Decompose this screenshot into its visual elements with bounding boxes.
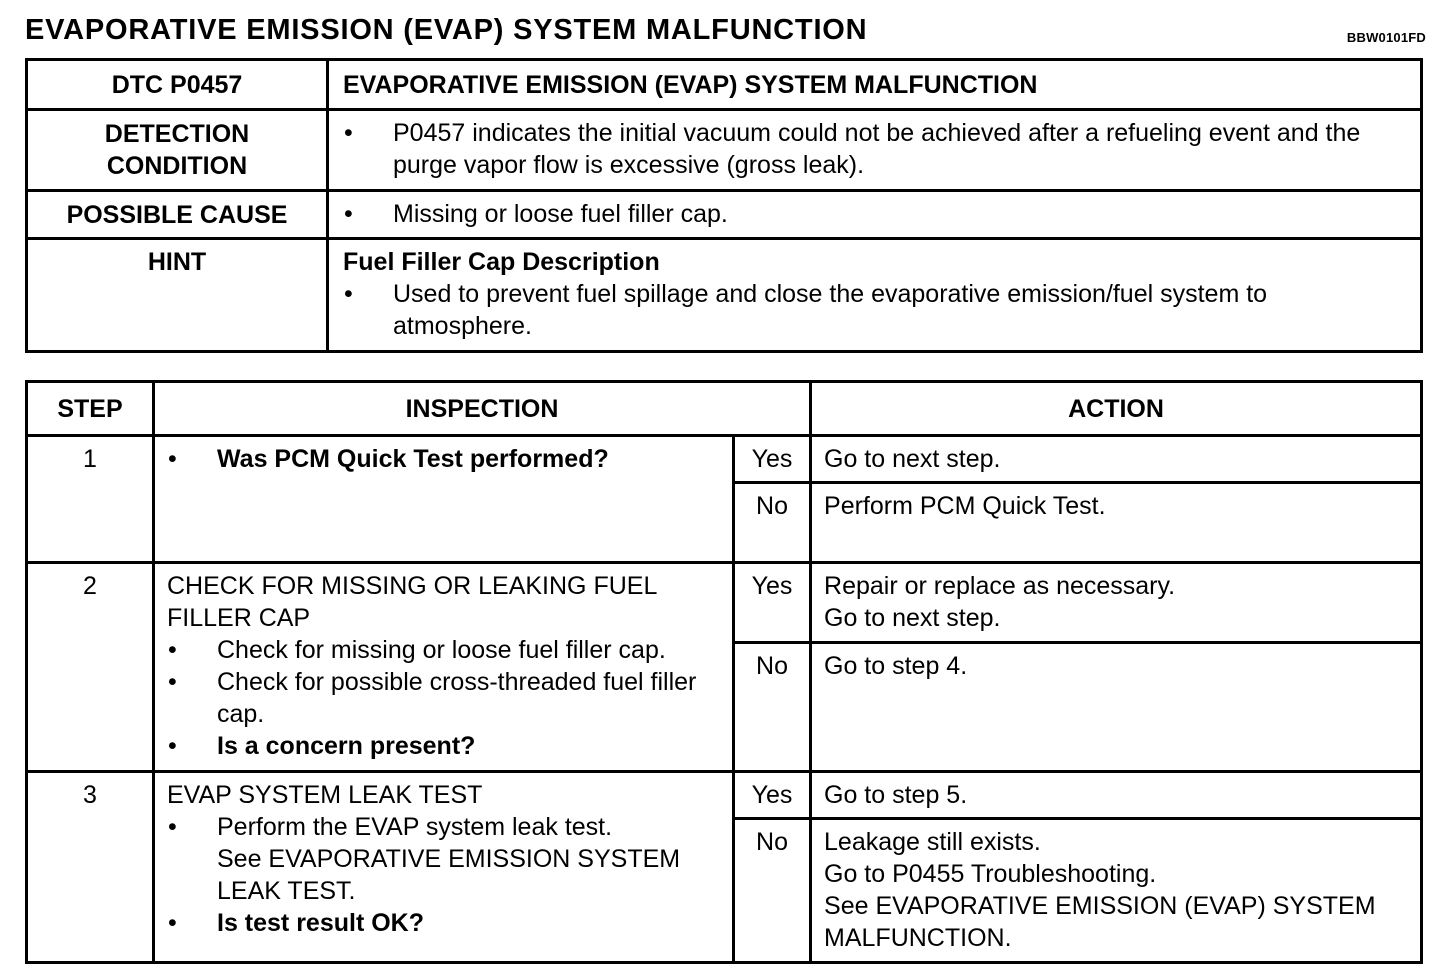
detection-row: [27, 110, 1422, 191]
bullet-item: [343, 117, 1406, 181]
step-2-yes-action-line-2: Go to next step.: [824, 604, 1001, 632]
yes-label: Yes: [734, 436, 811, 483]
step-3-check-line-2: See EVAPORATIVE EMISSION SYSTEM LEAK TEST.: [217, 845, 681, 905]
bullet-item: [167, 666, 720, 730]
bullet-item: [343, 198, 1406, 230]
step-1-inspection: [154, 436, 734, 563]
detection-label-line-1: DETECTION: [104, 120, 250, 148]
step-2-inspection: [154, 563, 734, 772]
step-3-question: Is test result OK?: [217, 909, 424, 937]
step-3-yes-action: Go to step 5.: [811, 772, 1422, 819]
bullet-icon: •: [168, 668, 177, 696]
step-number: 1: [27, 436, 154, 563]
inspection-column-header: INSPECTION: [154, 382, 811, 436]
step-3-no-action-line-2: Go to P0455 Troubleshooting.: [824, 860, 1157, 888]
hint-row: [27, 239, 1422, 352]
page-title: EVAPORATIVE EMISSION (EVAP) SYSTEM MALFUNCTION: [25, 14, 868, 46]
step-1-no-action: Perform PCM Quick Test.: [811, 483, 1422, 563]
yes-label: Yes: [734, 772, 811, 819]
hint-heading: Fuel Filler Cap Description: [343, 248, 660, 276]
step-3-yes-row: [27, 772, 1422, 819]
dtc-label: DTC P0457: [27, 60, 328, 110]
cause-label: POSSIBLE CAUSE: [27, 191, 328, 239]
step-1-question: Was PCM Quick Test performed?: [217, 445, 609, 473]
detection-value: [328, 110, 1422, 191]
step-2-check: Check for missing or loose fuel filler cap.: [217, 636, 666, 664]
step-3-check: [217, 811, 720, 907]
bullet-item: [167, 730, 720, 762]
detection-label: [27, 110, 328, 191]
step-3-inspection: [154, 772, 734, 963]
cause-value: [328, 191, 1422, 239]
bullet-icon: •: [344, 200, 353, 228]
bullet-icon: •: [168, 909, 177, 937]
troubleshooting-steps-table: [25, 380, 1423, 964]
step-3-no-action: [811, 819, 1422, 963]
hint-text: Used to prevent fuel spillage and close the evaporative emission/fuel system to atmosphere.: [393, 280, 1268, 340]
bullet-icon: •: [168, 445, 177, 473]
step-column-header: STEP: [27, 382, 154, 436]
bullet-icon: •: [168, 813, 177, 841]
step-3-no-action-line-3: See EVAPORATIVE EMISSION (EVAP) SYSTEM MALFUNCTION.: [824, 892, 1376, 952]
detection-label-line-2: CONDITION: [106, 152, 248, 180]
step-2-check: Check for possible cross-threaded fuel filler cap.: [217, 668, 697, 728]
step-number: 3: [27, 772, 154, 963]
yes-label: Yes: [734, 563, 811, 643]
dtc-info-table: [25, 58, 1423, 353]
step-2-yes-row: [27, 563, 1422, 643]
step-1-yes-row: [27, 436, 1422, 483]
no-label: No: [734, 643, 811, 772]
bullet-item: [167, 907, 720, 939]
step-2-yes-action: [811, 563, 1422, 643]
hint-value: [328, 239, 1422, 352]
steps-header-row: [27, 382, 1422, 436]
bullet-icon: •: [344, 119, 353, 147]
no-label: No: [734, 819, 811, 963]
bullet-item: [167, 443, 720, 475]
step-3-check-line-1: Perform the EVAP system leak test.: [217, 813, 613, 841]
cause-row: [27, 191, 1422, 239]
document-code: BBW0101FD: [1346, 30, 1426, 45]
step-3-no-action-line-1: Leakage still exists.: [824, 828, 1041, 856]
hint-label: HINT: [27, 239, 328, 352]
step-2-heading: CHECK FOR MISSING OR LEAKING FUEL FILLER CAP: [167, 572, 657, 632]
bullet-item: [167, 811, 720, 907]
bullet-icon: •: [168, 636, 177, 664]
bullet-item: [167, 634, 720, 666]
step-3-heading: EVAP SYSTEM LEAK TEST: [167, 781, 483, 809]
step-2-no-action: Go to step 4.: [811, 643, 1422, 772]
dtc-row: [27, 60, 1422, 110]
step-number: 2: [27, 563, 154, 772]
no-label: No: [734, 483, 811, 563]
cause-text: Missing or loose fuel filler cap.: [393, 200, 728, 228]
step-1-yes-action: Go to next step.: [811, 436, 1422, 483]
bullet-item: [343, 278, 1406, 342]
step-2-question: Is a concern present?: [217, 732, 476, 760]
action-column-header: ACTION: [811, 382, 1422, 436]
detection-text: P0457 indicates the initial vacuum could not be achieved after a refueling event and the purge vapor flow is excessive (gross leak).: [393, 119, 1361, 179]
step-2-yes-action-line-1: Repair or replace as necessary.: [824, 572, 1176, 600]
dtc-title: EVAPORATIVE EMISSION (EVAP) SYSTEM MALFUNCTION: [328, 60, 1422, 110]
bullet-icon: •: [344, 280, 353, 308]
bullet-icon: •: [168, 732, 177, 760]
